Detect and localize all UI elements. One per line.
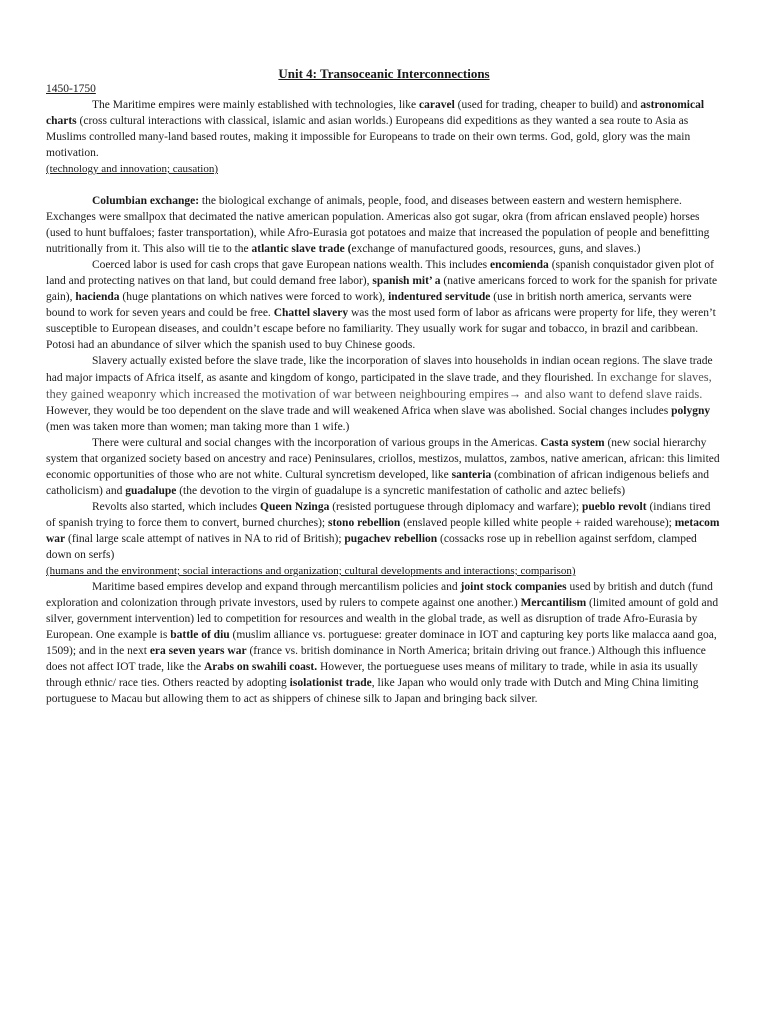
theme-tag: (technology and innovation; causation) [46,163,218,175]
text-run: The Maritime empires were mainly established with technologies, like [92,99,420,111]
text-run: (resisted portuguese through diplomacy and warfare); [329,501,582,513]
key-term: indentured servitude [388,291,491,303]
text-run: exchange of manufactured goods, resources, guns, and slaves.) [351,243,641,255]
document-body [46,81,722,707]
text-run: However, the portueguese uses means of military to trade, while in asia its usually through ethnic/ race ties. Others reacted by adopting [46,661,698,689]
text-run: However, they would be too dependent on the slave trade and will weakened Africa when slave was abolished. Social changes includes [46,405,672,417]
text-run: (used for trading, cheaper to build) and [454,99,641,111]
key-term: guadalupe [125,485,177,497]
key-term: Mercantilism [520,597,587,609]
paragraph [46,353,722,435]
key-term: joint stock companies [460,581,567,593]
text-run: (spanish conquistador given plot of land and protecting natives on that land, but could demand free labor), [46,259,714,287]
paragraph [46,579,722,707]
key-term: caravel [419,99,455,111]
key-term: spanish mit’ a [372,275,441,287]
date-range: 1450-1750 [46,83,96,95]
text-run: Coerced labor is used for cash crops that gave European nations wealth. This includes [92,259,491,271]
text-run: (final large scale attempt of natives in NA to rid of British); [65,533,345,545]
text-run: (enslaved people killed white people + raided warehouse); [400,517,675,529]
key-term: hacienda [75,291,120,303]
key-term: astronomical charts [46,99,705,127]
text-run: (cossacks rose up in rebellion against serfdom, clamped down on serfs) [46,533,697,561]
text-run: used by british and dutch (fund exploration and colonization through private investors, used by rulers to compete against one another.) [46,581,713,609]
key-term: pugachev rebellion [344,533,438,545]
text-run: (the devotion to the virgin of guadalupe is a syncretic manifestation of catholic and aztec beliefs) [176,485,626,497]
text-run: Slavery actually existed before the slave trade, like the incorporation of slaves into households in indian ocean regions. The slave trade had major impacts of Africa itself, as asante and kingdom of kongo, participated in the slave trade, and they flourished. [46,355,713,384]
text-run: (indians tired of spanish trying to force them to convert, burned churches); [46,501,711,529]
text-run: (france vs. british dominance in North America; britain driving out france.) Although this influence does not affect IOT trade, like the [46,645,706,673]
paragraph [46,257,722,353]
text-run: (new social hierarchy system that organized society based on ancestry and race) Peninsulares, criollos, mestizos, mulattos, zambos, native american, african: this limited economic opportunities of those who are not white. Cultural syncretism developed, like [46,437,720,481]
key-term: isolationist trade [289,677,372,689]
key-term: metacom war [46,517,720,545]
key-term: pueblo revolt [581,501,647,513]
text-run: , like Japan who would only trade with Dutch and Ming China limiting portuguese to Macau but allowing them to act as shippers of chinese silk to Japan and bringing back silver. [46,677,699,705]
text-run: (men was taken more than women; man taking more than 1 wife.) [46,421,350,433]
text-run: (limited amount of gold and silver, government intervention) led to competition for resources and wealth in the global trade, as well as disruption of trade Afro-Eurasia by European. One example is [46,597,719,641]
key-term: Arabs on swahili coast. [203,661,318,673]
key-term: Casta system [540,437,605,449]
text-run: There were cultural and social changes with the incorporation of various groups in the Americas. [92,437,541,449]
text-run: (cross cultural interactions with classical, islamic and asian worlds.) Europeans did expeditions as they wanted a sea route to Asia as Muslims controlled many-land based routes, making it impossible for Europeans to trade on their own terms. God, gold, glory was the main motivation. [46,115,691,159]
text-run: (native americans forced to work for the spanish for private gain), [46,275,718,303]
document-title: Unit 4: Transoceanic Interconnections [278,66,490,81]
text-run: (use in british north america, servants were bound to work for seven years and could be free. [46,291,692,319]
paragraph [46,97,722,161]
section [46,97,722,193]
section [46,193,722,579]
paragraph [46,499,722,563]
key-term: battle of diu [170,629,230,641]
pasted-text: In exchange for slaves, they gained weaponry which increased the motivation of war between neighbouring empires→ and also want to defend slave raids. [46,370,712,401]
text-run: the biological exchange of animals, people, food, and diseases between eastern and western hemisphere. Exchanges were smallpox that decimated the native american population. Americas also got sugar, okra (from african enslaved people) horses (used to hunt buffaloes; faster transportation), while Afro-Eurasia got potatoes and maize that increased the population of people and benefitting nutritionally from it. This also will tie to the [46,195,710,255]
text-run: was the most used form of labor as africans were property for life, they weren’t susceptible to European diseases, and couldn’t escape before no familiarity. They usually work for sugar and tobacco, in brazil and caribbean. Potosi had an abundance of silver which the spanish used to buy Chinese goods. [46,307,716,351]
paragraph [46,435,722,499]
theme-tag: (humans and the environment; social interactions and organization; cultural developments and interactions; comparison) [46,565,576,577]
key-term: Queen Nzinga [260,501,330,513]
key-term: era seven years war [149,645,247,657]
section-gap [46,177,722,193]
text-run: (huge plantations on which natives were forced to work), [119,291,389,303]
text-run: (muslim alliance vs. portuguese: greater dominace in IOT and capturing key ports like malacca aand goa, 1509); and in the next [46,629,717,657]
paragraph [46,193,722,257]
key-term: encomienda [490,259,549,271]
key-term: Columbian exchange: [92,195,200,207]
key-term: Chattel slavery [273,307,349,319]
section [46,579,722,707]
text-run: (combination of african indigenous beliefs and catholicism) and [46,469,710,497]
key-term: atlantic slave trade ( [251,243,352,255]
key-term: stono rebellion [328,517,401,529]
text-run: Revolts also started, which includes [92,501,260,513]
key-term: polygny [671,405,711,417]
text-run: Maritime based empires develop and expand through mercantilism policies and [92,581,461,593]
sections-container [46,97,722,707]
key-term: santeria [451,469,492,481]
